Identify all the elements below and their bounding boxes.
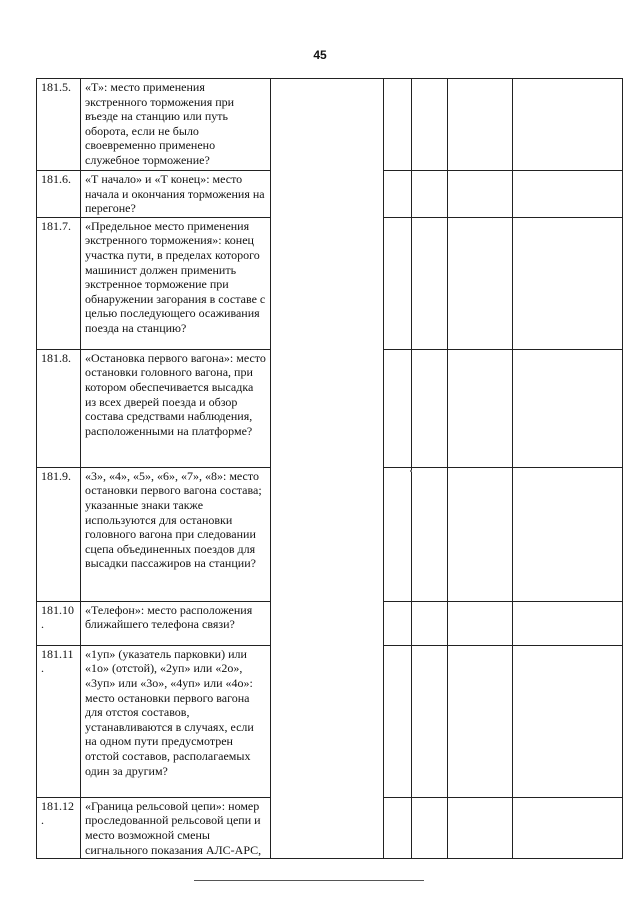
blank-cell: [412, 797, 448, 858]
row-number: 181.10 .: [37, 601, 81, 645]
row-description: «3», «4», «5», «6», «7», «8»: место остановки первого вагона состава; указанные знаки также используются для остановки головного вагона при следовании сцепа объединенных поездов для высадки пассажиров на станции?: [81, 467, 271, 601]
blank-cell: [513, 217, 623, 349]
blank-cell: [513, 79, 623, 171]
blank-cell: [412, 171, 448, 218]
blank-cell: [448, 645, 513, 797]
row-description: «Предельное место применения экстренного торможения»: конец участка пути, в пределах которого машинист должен применить экстренное торможение при обнаружении загорания в составе с целью последующего осаживания поезда на станцию?: [81, 217, 271, 349]
row-description: «Остановка первого вагона»: место остановки головного вагона, при котором обеспечивается высадка из всех дверей поезда и обзор состава средствами наблюдения, расположенными на платформе?: [81, 349, 271, 467]
blank-cell: [448, 797, 513, 858]
blank-cell: [384, 797, 412, 858]
row-number: 181.12 .: [37, 797, 81, 858]
blank-cell: [384, 171, 412, 218]
blank-cell: [513, 171, 623, 218]
row-description: «Т»: место применения экстренного торможения при въезде на станцию или путь оборота, если не было своевременно применено служебное торможение?: [81, 79, 271, 171]
blank-cell: [448, 601, 513, 645]
blank-cell: [448, 467, 513, 601]
row-number: 181.6.: [37, 171, 81, 218]
blank-cell: [412, 349, 448, 467]
row-description: «Т начало» и «Т конец»: место начала и окончания торможения на перегоне?: [81, 171, 271, 218]
blank-cell: [513, 797, 623, 858]
page-number: 45: [313, 48, 327, 62]
blank-cell: [513, 601, 623, 645]
blank-cell: [412, 467, 448, 601]
questions-table: [36, 78, 623, 859]
blank-cell: [384, 467, 412, 601]
blank-cell: [412, 79, 448, 171]
row-number: 181.11 .: [37, 645, 81, 797]
table-row: [37, 79, 623, 171]
row-number: 181.7.: [37, 217, 81, 349]
blank-cell: [448, 79, 513, 171]
blank-cell: [448, 171, 513, 218]
blank-cell: [513, 467, 623, 601]
blank-cell: [448, 217, 513, 349]
row-number: 181.9.: [37, 467, 81, 601]
row-number: 181.8.: [37, 349, 81, 467]
row-description: «1уп» (указатель парковки) или «1о» (отстой), «2уп» или «2о», «3уп» или «3о», «4уп» или «4о»: место остановки первого вагона для отстоя составов, устанавливаются в случаях, если на одном пути предусмотрен отстой составов, располагаемых один за другим?: [81, 645, 271, 797]
scan-speck: [410, 470, 412, 472]
row-description: «Телефон»: место расположения ближайшего телефона связи?: [81, 601, 271, 645]
blank-cell: [513, 645, 623, 797]
blank-cell: [412, 601, 448, 645]
blank-cell: [412, 645, 448, 797]
row-number: 181.5.: [37, 79, 81, 171]
blank-cell: [384, 349, 412, 467]
merged-blank-cell: [271, 79, 384, 859]
blank-cell: [384, 645, 412, 797]
blank-cell: [384, 601, 412, 645]
blank-cell: [384, 79, 412, 171]
blank-cell: [384, 217, 412, 349]
blank-cell: [448, 349, 513, 467]
row-description: «Граница рельсовой цепи»: номер проследованной рельсовой цепи и место возможной смены сигнального показания АЛС-АРС,: [81, 797, 271, 858]
blank-cell: [412, 217, 448, 349]
bottom-rule: [194, 880, 424, 881]
blank-cell: [513, 349, 623, 467]
